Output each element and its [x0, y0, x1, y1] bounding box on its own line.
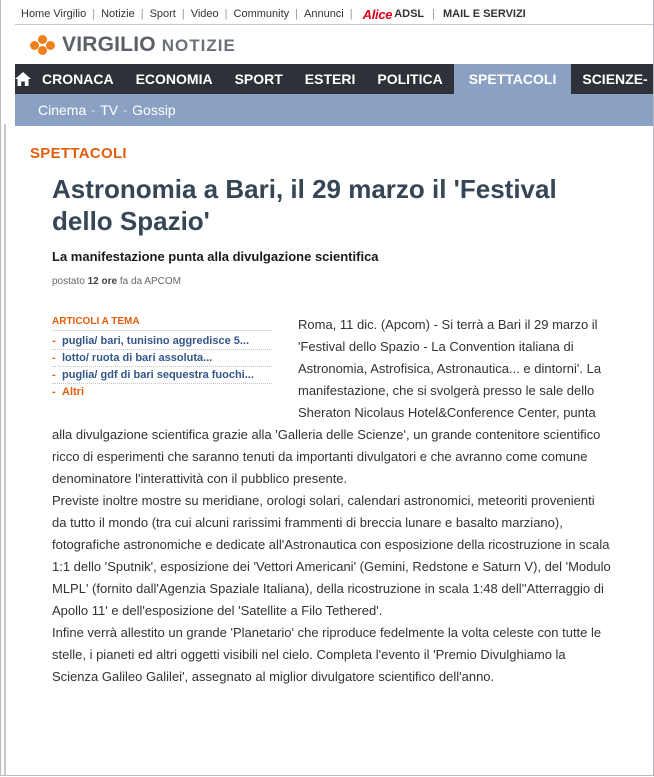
article-paragraph: Infine verrà allestito un grande 'Planetario' che riproduce fedelmente la volta celeste con tutte le stelle, i pianeti ed altri oggetti visibili nel cielo. Completa l'evento il 'Premio Divulghiamo la Scienza Galileo Galilei', assegnato al miglior divulgatore scientifico dell'anno.	[52, 625, 602, 684]
dash-bullet-icon: -	[52, 335, 56, 347]
related-link-text[interactable]: lotto/ ruota di bari assoluta...	[62, 352, 213, 364]
utility-bar	[15, 6, 526, 22]
utility-separator: |	[432, 8, 436, 20]
related-title: ARTICOLI A TEMA	[52, 316, 272, 331]
related-link[interactable]	[52, 350, 272, 367]
subnav-item-cinema[interactable]: Cinema	[38, 102, 87, 118]
utility-link-annunci[interactable]: Annunci	[304, 8, 344, 20]
article-meta	[52, 276, 181, 287]
nav-item-scienze[interactable]: SCIENZE-	[582, 71, 648, 87]
meta-prefix: postato	[52, 276, 85, 287]
related-articles	[52, 316, 272, 400]
utility-divider	[15, 24, 653, 25]
article-paragraph: Roma, 11 dic. (Apcom) - Si terrà a Bari il 29 marzo il 'Festival dello Spazio - La Convention italiana di Astronomia, Astrofisica, Astronautica... e dintorni'. La manifestazione, che si svolgerà presso le sale dello Sheraton Nicolaus Hotel&Conference Center, punta alla divulgazione scientifica grazie alla 'Galleria delle Scienze', un grande contenitore scientifico ricco di esperimenti che saranno tenuti da importanti divulgatori e che avranno come comune denominatore l'interattività con il pubblico presente.	[52, 317, 602, 486]
nav-item-economia[interactable]: ECONOMIA	[135, 71, 213, 87]
utility-separator: |	[224, 8, 228, 20]
meta-source: fa da APCOM	[119, 276, 181, 287]
related-link-text[interactable]: puglia/ bari, tunisino aggredisce 5...	[62, 335, 250, 347]
nav-item-cronaca[interactable]: CRONACA	[42, 71, 114, 87]
utility-link-video[interactable]: Video	[190, 8, 219, 20]
dash-bullet-icon: -	[52, 369, 56, 381]
virgilio-flower-icon	[30, 35, 58, 55]
nav-item-politica[interactable]: POLITICA	[377, 71, 443, 87]
related-more-link[interactable]	[52, 384, 272, 400]
article-title: Astronomia a Bari, il 29 marzo il 'Festival dello Spazio'	[52, 174, 557, 236]
nav-item-spettacoli[interactable]: SPETTACOLI	[454, 64, 572, 94]
utility-separator: |	[140, 8, 144, 20]
subnav-item-gossip[interactable]: Gossip	[132, 102, 176, 118]
brand-logo[interactable]	[30, 30, 236, 60]
sub-nav	[15, 94, 653, 126]
meta-time: 12 ore	[87, 276, 118, 287]
subnav-item-tv[interactable]: TV	[100, 102, 119, 118]
utility-separator: |	[295, 8, 298, 20]
utility-link-sport[interactable]: Sport	[149, 8, 176, 20]
utility-separator: |	[181, 8, 185, 20]
related-link[interactable]	[52, 333, 272, 350]
utility-separator: |	[349, 8, 353, 20]
subnav-separator: -	[123, 103, 128, 117]
related-more-text[interactable]: Altri	[62, 386, 84, 398]
alice-logo[interactable]: Alice	[362, 6, 393, 22]
main-nav	[15, 64, 653, 94]
dash-bullet-icon: -	[52, 386, 56, 398]
subnav-separator: -	[91, 103, 96, 117]
utility-link-notizie[interactable]: Notizie	[101, 8, 135, 20]
section-label[interactable]: SPETTACOLI	[30, 145, 127, 162]
adsl-link[interactable]: ADSL	[394, 8, 425, 20]
brand-section: NOTIZIE	[161, 36, 236, 55]
related-link-text[interactable]: puglia/ gdf di bari sequestra fuochi...	[62, 369, 254, 381]
utility-link-home[interactable]: Home Virgilio	[21, 8, 87, 20]
related-link[interactable]	[52, 367, 272, 384]
content-left-rule	[4, 124, 6, 775]
nav-item-esteri[interactable]: ESTERI	[304, 71, 356, 87]
utility-separator: |	[92, 8, 96, 20]
brand-name: VIRGILIO	[62, 33, 156, 56]
nav-item-sport[interactable]: SPORT	[234, 71, 283, 87]
home-icon[interactable]	[15, 64, 31, 94]
dash-bullet-icon: -	[52, 352, 56, 364]
mail-servizi-link[interactable]: MAIL E SERVIZI	[443, 8, 526, 20]
utility-link-community[interactable]: Community	[233, 8, 290, 20]
article-subtitle: La manifestazione punta alla divulgazione scientifica	[52, 249, 379, 264]
article-paragraph: Previste inoltre mostre su meridiane, orologi solari, calendari astronomici, meteoriti provenienti da tutto il mondo (tra cui alcuni rarissimi frammenti di breccia lunare e basalto marziano), fotografiche astronomiche e dedicate all'Astronautica con esposizione della ricostruzione in scala 1:1 dello 'Sputnik', esposizione dei 'Vettori Americani' (Gemini, Redstone e Saturn V), del 'Modulo MLPL' (fornito dall'Agenzia Spaziale Italiana), della ricostruzione in scala 1:48 dell''Atterraggio di Apollo 11' e dell'esposizione del 'Satellite a Filo Tethered'.	[52, 493, 611, 618]
